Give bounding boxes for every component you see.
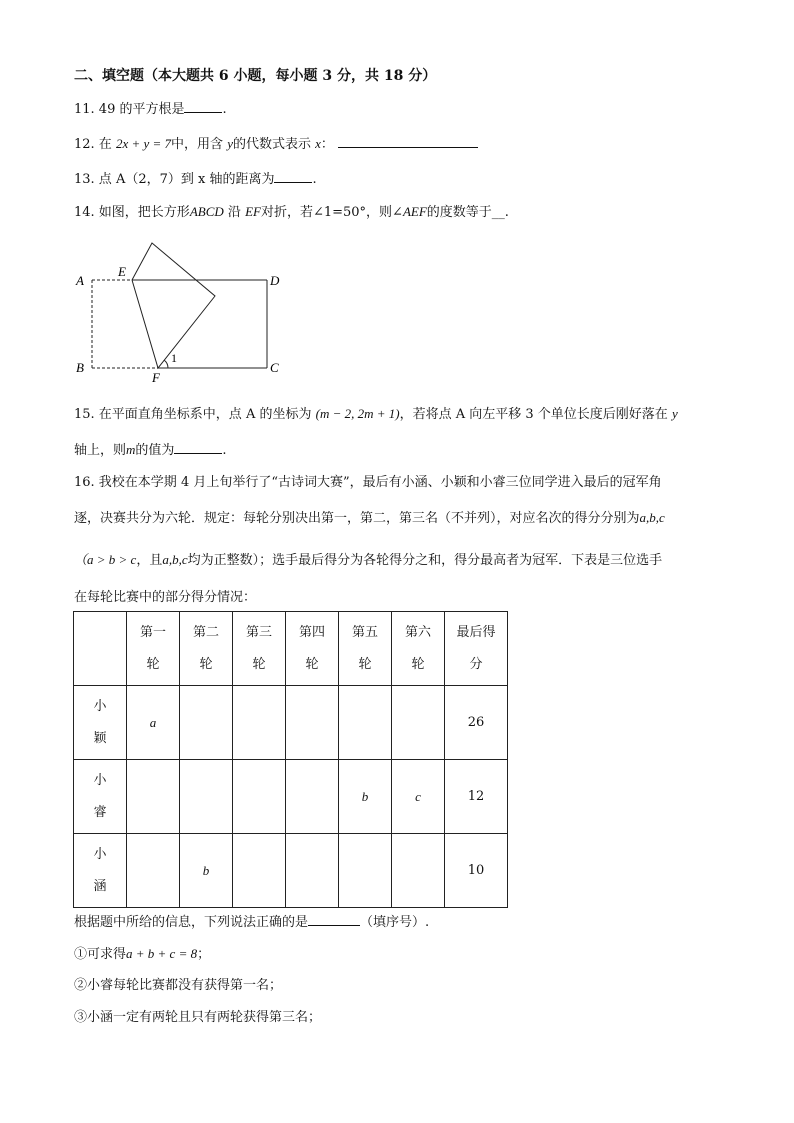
header-round-3: 第三 轮 [233,612,286,686]
option-1-formula: a + b + c = 8 [126,946,198,961]
answer-blank [338,135,478,148]
q15-prefix: 15. 在平面直角坐标系中，点 A 的坐标为 [74,407,312,422]
angle-1-arc [164,360,168,368]
answer-blank [184,100,222,113]
table-cell [286,834,339,908]
q14-fold: EF [245,204,261,219]
label-C: C [270,360,279,375]
q12-prefix: 12. 在 [74,137,112,152]
row-total: 12 [445,760,508,834]
label-E: E [118,264,126,279]
q14-angle: AEF [402,204,427,219]
table-cell [233,760,286,834]
fold-figure [70,234,290,384]
table-cell: c [392,760,445,834]
question-11 [74,100,227,120]
option-2: ②小睿每轮比赛都没有获得第一名； [74,978,283,993]
option-1-end: ； [197,947,211,962]
table-corner-cell [74,612,127,686]
q16-line3-mid: ，且 [136,553,163,568]
question-13 [74,170,317,190]
q16-condition: （a > b > c [74,552,137,567]
table-cell [286,760,339,834]
header-round-2: 第二 轮 [180,612,233,686]
q16-line2-vars: a,b,c [639,510,665,525]
header-round-1: 第一 轮 [127,612,180,686]
q15-coord: (m − 2, 2m + 1) [315,406,400,421]
table-row [74,834,508,908]
question-16-line4: 在每轮比赛中的部分得分情况： [74,590,257,605]
question-12 [74,134,478,155]
q13-end: . [312,172,317,187]
table-cell [180,760,233,834]
question-14 [74,202,509,223]
table-cell: b [339,760,392,834]
table-cell [339,686,392,760]
q14-mid: 沿 [227,205,241,220]
q14-prefix: 14. 如图，把长方形 [74,205,190,220]
q16-line2-prefix: 逐，决赛共分为六轮．规定：每轮分别决出第一，第二，第三名（不并列），对应名次的得分分别为 [74,511,640,526]
table-row [74,686,508,760]
row-name: 小 颖 [74,686,127,760]
q16-line3-vars: a,b,c [162,552,188,567]
answer-blank [308,913,360,926]
table-cell [233,686,286,760]
header-round-4: 第四 轮 [286,612,339,686]
prompt-end: （填序号）. [360,915,430,930]
row-name: 小 涵 [74,834,127,908]
q15-var-m: m [126,442,136,457]
q11-end: . [222,102,227,117]
answer-blank [174,441,222,454]
question-16-line2 [74,508,665,529]
option-1 [74,944,210,965]
folded-part [132,243,215,368]
answer-blank [274,170,312,183]
q12-colon: ： [320,137,334,152]
q12-formula: 2x + y = 7 [115,136,172,151]
header-round-6: 第六 轮 [392,612,445,686]
question-15-line1 [74,404,678,425]
q11-text: 11. 49 的平方根是 [74,102,185,117]
table-cell [233,834,286,908]
q15-var-y: y [671,406,678,421]
table-cell [286,686,339,760]
header-final-score: 最后得 分 [445,612,508,686]
question-16-line1: 16. 我校在本学期 4 月上旬举行了“古诗词大赛”，最后有小涵、小颖和小睿三位同学进入最后的冠军角 [74,475,662,490]
option-1-prefix: ①可求得 [74,947,127,962]
question-16-line3 [74,550,662,571]
table-cell [127,834,180,908]
q14-rest: 对折，若∠1=50°，则∠ [260,205,403,220]
q12-mid2: 的代数式表示 [232,137,311,152]
q12-var-x: x [315,136,321,151]
q16-line3-rest: 均为正整数）；选手最后得分为各轮得分之和，得分最高者为冠军．下表是三位选手 [187,553,663,568]
q15-rest: ，若将点 A 向左平移 3 个单位长度后刚好落在 [399,407,668,422]
q14-end: 的度数等于__. [426,205,509,220]
q13-text: 13. 点 A（2，7）到 x 轴的距离为 [74,172,275,187]
row-total: 10 [445,834,508,908]
label-angle-1: 1 [171,351,177,365]
q15-line2-prefix: 轴上，则 [74,443,127,458]
q14-rect: ABCD [189,204,224,219]
answer-prompt [74,913,429,933]
prompt-prefix: 根据题中所给的信息，下列说法正确的是 [74,915,309,930]
table-cell [392,834,445,908]
table-cell [392,686,445,760]
row-total: 26 [445,686,508,760]
header-round-5: 第五 轮 [339,612,392,686]
label-D: D [270,273,280,288]
table-cell: a [127,686,180,760]
row-name: 小 睿 [74,760,127,834]
table-header-row [74,612,508,686]
table-cell: b [180,834,233,908]
option-3: ③小涵一定有两轮且只有两轮获得第三名； [74,1010,322,1025]
section-title: 二、填空题（本大题共 6 小题，每小题 3 分，共 18 分） [74,68,437,84]
q15-line2-rest: 的值为 [135,443,175,458]
score-table [73,611,508,908]
q15-end: . [222,443,227,458]
label-B: B [76,360,84,375]
table-row [74,760,508,834]
label-F: F [152,370,160,384]
table-cell [339,834,392,908]
question-15-line2 [74,440,227,461]
label-A: A [76,273,84,288]
table-cell [127,760,180,834]
q12-var-y: y [227,136,233,151]
table-cell [180,686,233,760]
q12-mid: 中，用含 [171,137,224,152]
